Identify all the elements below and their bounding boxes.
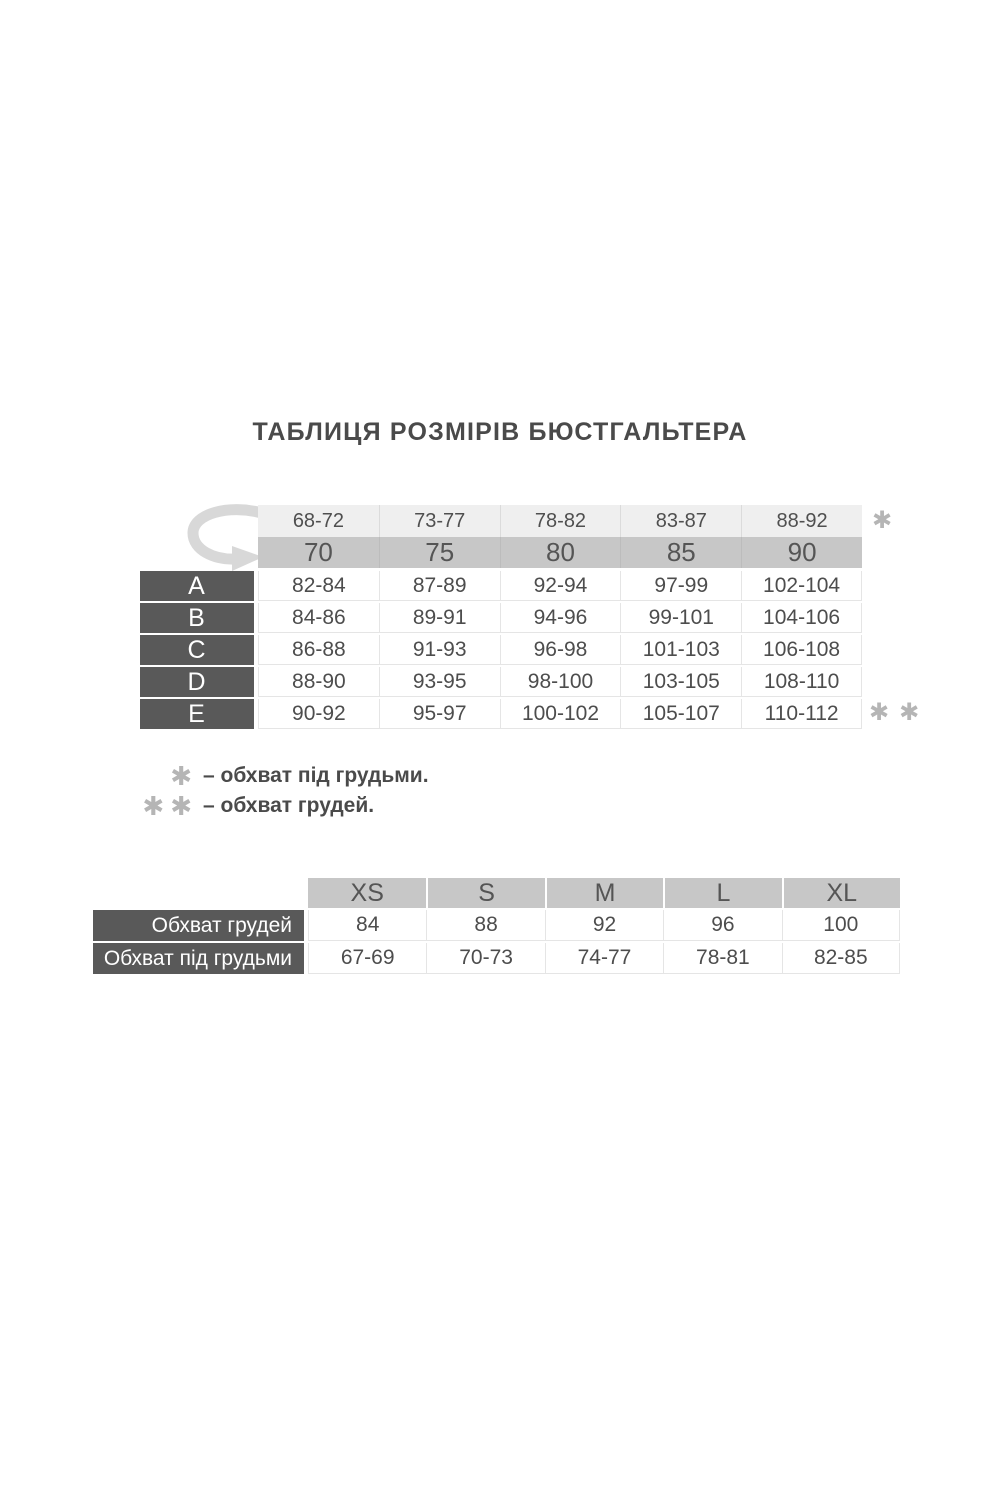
cup-row-e	[140, 699, 862, 729]
bust-cell: 103-105	[620, 667, 741, 697]
band-size-header-row	[258, 537, 862, 568]
bust-cell: 89-91	[379, 603, 500, 633]
band-size-cell: 85	[620, 537, 741, 568]
bust-cell: 101-103	[620, 635, 741, 665]
bust-cell: 102-104	[741, 571, 862, 601]
legend-marks	[130, 793, 192, 819]
bust-cell: 98-100	[500, 667, 621, 697]
letter-size-table	[93, 878, 900, 974]
band-size-cell: 90	[741, 537, 862, 568]
band-size-cell: 80	[500, 537, 621, 568]
bust-cell: 95-97	[379, 699, 500, 729]
asterisk-icon: ✱	[170, 791, 192, 821]
bust-cell: 90-92	[258, 699, 379, 729]
legend-entry-underbust	[130, 761, 429, 791]
bust-cell: 86-88	[258, 635, 379, 665]
bust-cell: 88-90	[258, 667, 379, 697]
bust-cell: 106-108	[741, 635, 862, 665]
bust-cell: 108-110	[741, 667, 862, 697]
bust-cell: 99-101	[620, 603, 741, 633]
band-size-cell: 70	[303, 537, 333, 567]
underbust-header-cell: 83-87	[620, 505, 741, 537]
bust-cell: 93-95	[379, 667, 500, 697]
cup-row-d	[140, 667, 862, 697]
measure-cell: 70-73	[426, 943, 544, 974]
bust-cell: 92-94	[500, 571, 621, 601]
page-title: ТАБЛИЦЯ РОЗМІРІВ БЮСТГАЛЬТЕРА	[252, 418, 748, 446]
band-size-cell: 75	[379, 537, 500, 568]
bust-cell: 94-96	[500, 603, 621, 633]
bust-cell: 87-89	[379, 571, 500, 601]
cup-row-b	[140, 603, 862, 633]
cup-label: A	[140, 571, 258, 601]
cup-row-a	[140, 571, 862, 601]
asterisk-icon: ✱	[899, 699, 920, 726]
bra-size-table	[140, 505, 862, 729]
measure-label: Обхват під грудьми	[93, 943, 308, 974]
cup-label: B	[140, 603, 258, 633]
underbust-header-cell: 88-92	[741, 505, 862, 537]
legend	[130, 761, 429, 821]
size-header-cell: XS	[350, 878, 384, 907]
measure-cell: 100	[782, 910, 900, 941]
asterisk-icon: ✱	[142, 791, 165, 821]
legend-text: – обхват під грудьми.	[203, 764, 429, 787]
cup-label: D	[140, 667, 258, 697]
bust-cell: 91-93	[379, 635, 500, 665]
footnote-mark-double	[869, 701, 919, 725]
cup-label: C	[140, 635, 258, 665]
bust-cell: 104-106	[741, 603, 862, 633]
bra-table-body	[140, 571, 862, 729]
bust-cell: 82-84	[258, 571, 379, 601]
asterisk-icon: ✱	[170, 761, 192, 791]
measure-cell: 78-81	[663, 943, 781, 974]
bust-cell: 84-86	[258, 603, 379, 633]
measure-cell: 82-85	[782, 943, 900, 974]
footnote-mark-single	[872, 509, 892, 533]
bust-cell: 110-112	[741, 699, 862, 729]
measure-cell: 67-69	[308, 943, 426, 974]
size-header-cell: M	[545, 878, 663, 908]
bust-cell: 100-102	[500, 699, 621, 729]
measure-cell: 96	[663, 910, 781, 941]
measure-cell: 92	[545, 910, 663, 941]
legend-entry-bust	[130, 791, 429, 821]
legend-text: – обхват грудей.	[203, 794, 375, 817]
underbust-header-cell: 73-77	[379, 505, 500, 537]
measure-row-bust	[93, 910, 900, 941]
measure-cell: 84	[308, 910, 426, 941]
size-header-cell: L	[663, 878, 781, 908]
bust-cell: 97-99	[620, 571, 741, 601]
asterisk-icon: ✱	[872, 507, 893, 534]
underbust-header-row	[258, 505, 862, 537]
cup-label: E	[140, 699, 258, 729]
underbust-header-cell: 78-82	[500, 505, 621, 537]
measure-cell: 88	[426, 910, 544, 941]
asterisk-icon: ✱	[869, 699, 890, 726]
cup-row-c	[140, 635, 862, 665]
measure-row-underbust	[93, 943, 900, 974]
bust-cell: 105-107	[620, 699, 741, 729]
underbust-header-cell: 68-72	[292, 509, 344, 532]
legend-marks	[130, 763, 192, 789]
size-header-cell: S	[426, 878, 544, 908]
size-header-cell: XL	[782, 878, 900, 908]
measure-label: Обхват грудей	[93, 910, 308, 941]
size-header-row	[308, 878, 900, 908]
bust-cell: 96-98	[500, 635, 621, 665]
measure-cell: 74-77	[545, 943, 663, 974]
